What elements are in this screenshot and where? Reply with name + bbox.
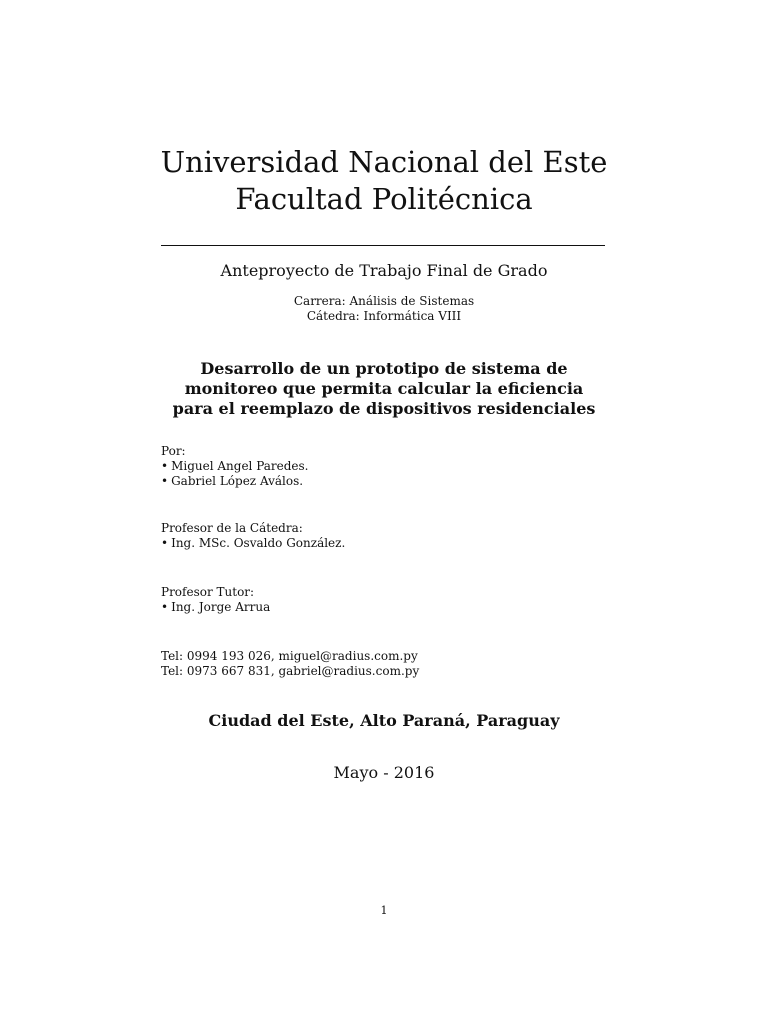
- city-line: Ciudad del Este, Alto Paraná, Paraguay: [208, 711, 560, 730]
- bullet-icon: •: [161, 459, 169, 473]
- professor-name: Ing. MSc. Osvaldo González.: [171, 536, 346, 550]
- faculty-title: Facultad Politécnica: [235, 182, 533, 216]
- date-line: Mayo - 2016: [333, 763, 435, 782]
- author-item: [161, 459, 308, 474]
- page-number: 1: [380, 904, 388, 917]
- thesis-title-line: monitoreo que permita calcular la eficiencia: [184, 379, 584, 398]
- horizontal-rule: [161, 245, 605, 246]
- tutor-label: Profesor Tutor:: [161, 585, 255, 599]
- catedra-line: Cátedra: Informática VIII: [306, 309, 462, 323]
- bullet-icon: •: [161, 536, 169, 550]
- author-item: [161, 474, 308, 489]
- author-name: Miguel Angel Paredes.: [171, 459, 309, 473]
- authors-label: Por:: [161, 444, 186, 458]
- carrera-line: Carrera: Análisis de Sistemas: [293, 294, 475, 308]
- tutor-name: Ing. Jorge Arrua: [171, 600, 271, 614]
- tutor-block: [161, 585, 270, 615]
- authors-block: [161, 444, 308, 489]
- tutor-item: [161, 600, 270, 615]
- university-title: Universidad Nacional del Este: [160, 145, 608, 179]
- contacts-block: [161, 649, 419, 679]
- author-name: Gabriel López Aválos.: [171, 474, 304, 488]
- thesis-title: [0, 359, 768, 419]
- bullet-icon: •: [161, 600, 169, 614]
- professor-label: Profesor de la Cátedra:: [161, 521, 303, 535]
- document-subtitle: Anteproyecto de Trabajo Final de Grado: [220, 261, 548, 280]
- thesis-title-line: para el reemplazo de dispositivos residenciales: [172, 399, 596, 418]
- thesis-title-line: Desarrollo de un prototipo de sistema de: [200, 359, 568, 378]
- professor-item: [161, 536, 345, 551]
- professor-block: [161, 521, 345, 551]
- contact-line: Tel: 0994 193 026, miguel@radius.com.py: [161, 649, 418, 663]
- bullet-icon: •: [161, 474, 169, 488]
- contact-line: Tel: 0973 667 831, gabriel@radius.com.py: [161, 664, 420, 678]
